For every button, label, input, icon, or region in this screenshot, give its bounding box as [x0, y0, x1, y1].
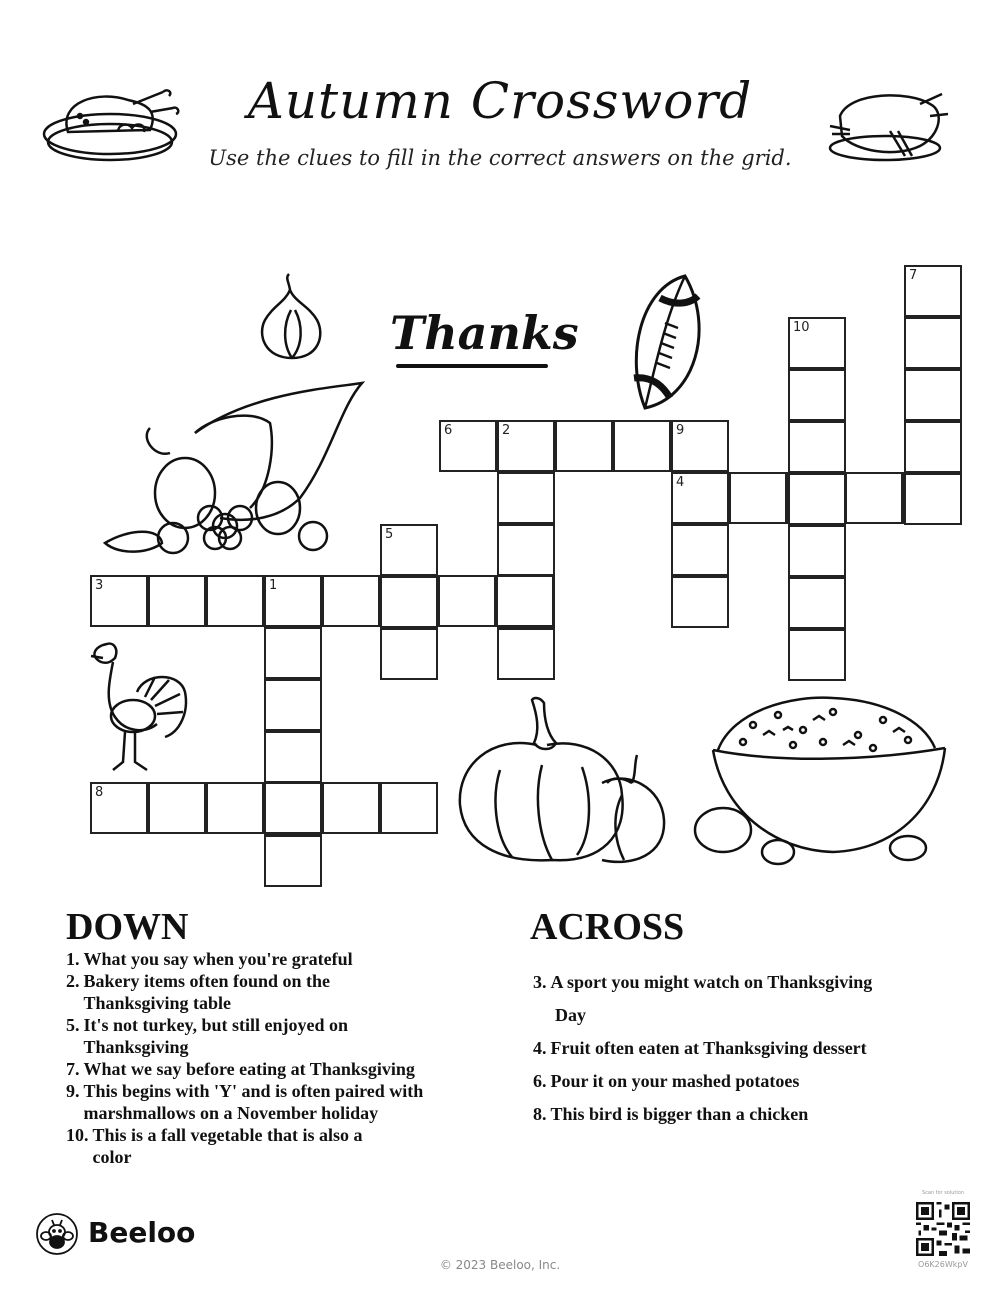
roast-turkey-platter-icon [38, 82, 188, 162]
down-clue-list [66, 948, 466, 1168]
beeloo-bee-logo-icon [35, 1212, 79, 1256]
thanks-underline [396, 364, 548, 368]
crossword-cell[interactable] [904, 421, 962, 473]
stuffing-bowl-icon [683, 690, 953, 870]
crossword-cell[interactable] [555, 420, 613, 472]
crossword-cell[interactable] [904, 369, 962, 421]
thanks-lettering: Thanks [390, 306, 579, 360]
clue-number: 1 [269, 578, 278, 593]
crossword-cell[interactable] [380, 524, 438, 576]
crossword-cell[interactable] [322, 782, 380, 834]
crossword-cell[interactable] [788, 473, 846, 525]
crossword-cell[interactable] [497, 472, 555, 524]
crossword-cell[interactable] [788, 629, 846, 681]
crossword-cell[interactable] [206, 782, 264, 834]
crossword-cell[interactable] [788, 577, 846, 629]
across-clue: 6. Pour it on your mashed potatoes [533, 1071, 800, 1091]
crossword-cell[interactable] [788, 421, 846, 473]
down-clue: 5. It's not turkey, but still enjoyed on Thanksgiving [66, 1015, 349, 1057]
qr-code-icon[interactable] [916, 1202, 970, 1256]
crossword-cell[interactable] [206, 575, 264, 627]
crossword-cell[interactable] [788, 525, 846, 577]
down-clue: 1. What you say when you're grateful [66, 949, 353, 969]
crossword-cell[interactable] [322, 575, 380, 627]
crossword-cell[interactable] [264, 679, 322, 731]
crossword-cell[interactable] [671, 524, 729, 576]
crossword-cell[interactable] [264, 835, 322, 887]
page-subtitle: Use the clues to fill in the correct answers on the grid. [208, 146, 792, 170]
crossword-cell[interactable] [904, 317, 962, 369]
crossword-cell[interactable] [788, 369, 846, 421]
crossword-cell[interactable] [904, 473, 962, 525]
clue-number: 3 [95, 578, 104, 593]
across-clue-list [533, 971, 953, 1136]
across-heading: ACROSS [530, 906, 685, 948]
crossword-cell[interactable] [671, 472, 729, 524]
crossword-cell[interactable] [497, 524, 555, 576]
crossword-cell[interactable] [90, 575, 148, 627]
crossword-cell[interactable] [439, 420, 497, 472]
page-title: Autumn Crossword [247, 72, 753, 130]
qr-code-id: O6K26WkpV [918, 1260, 968, 1269]
crossword-cell[interactable] [380, 782, 438, 834]
turkey-bird-icon [85, 632, 190, 777]
crossword-cell[interactable] [438, 575, 496, 627]
crossword-cell[interactable] [671, 576, 729, 628]
brand-name: Beeloo [88, 1216, 196, 1249]
down-clue: 10. This is a fall vegetable that is also a color [66, 1125, 363, 1167]
crossword-cell[interactable] [497, 628, 555, 680]
crossword-cell[interactable] [845, 472, 903, 524]
clue-number: 8 [95, 785, 104, 800]
crossword-cell[interactable] [904, 265, 962, 317]
crossword-cell[interactable] [264, 575, 322, 627]
crossword-cell[interactable] [613, 420, 671, 472]
across-clue: 8. This bird is bigger than a chicken [533, 1104, 809, 1124]
down-clue: 7. What we say before eating at Thanksgiving [66, 1059, 415, 1079]
clue-number: 10 [793, 320, 810, 335]
cornucopia-icon [100, 378, 370, 558]
crossword-cell[interactable] [90, 782, 148, 834]
across-clue: 4. Fruit often eaten at Thanksgiving dessert [533, 1038, 867, 1058]
clue-number: 9 [676, 423, 685, 438]
clue-number: 5 [385, 527, 394, 542]
crossword-cell[interactable] [148, 782, 206, 834]
clue-number: 7 [909, 268, 918, 283]
clue-number: 2 [502, 423, 511, 438]
down-clue: 9. This begins with 'Y' and is often paired with marshmallows on a November holiday [66, 1081, 424, 1123]
crossword-cell[interactable] [380, 576, 438, 628]
crossword-cell[interactable] [264, 782, 322, 834]
football-icon [620, 268, 720, 418]
crossword-cell[interactable] [788, 317, 846, 369]
down-clue: 2. Bakery items often found on the Thanksgiving table [66, 971, 330, 1013]
crossword-cell[interactable] [148, 575, 206, 627]
crossword-cell[interactable] [264, 627, 322, 679]
across-clue: 3. A sport you might watch on Thanksgiving Day [533, 972, 873, 1025]
copyright-text: © 2023 Beeloo, Inc. [439, 1258, 561, 1272]
roast-turkey-icon [820, 86, 955, 166]
clue-number: 4 [676, 475, 685, 490]
clue-number: 6 [444, 423, 453, 438]
pumpkins-icon [452, 695, 672, 870]
crossword-cell[interactable] [380, 628, 438, 680]
qr-caption: Scan for solution [921, 1190, 964, 1196]
down-heading: DOWN [66, 906, 189, 948]
crossword-cell[interactable] [497, 420, 555, 472]
onion-icon [255, 270, 330, 365]
crossword-cell[interactable] [729, 472, 787, 524]
crossword-cell[interactable] [264, 731, 322, 783]
crossword-cell[interactable] [496, 575, 554, 627]
crossword-cell[interactable] [671, 420, 729, 472]
